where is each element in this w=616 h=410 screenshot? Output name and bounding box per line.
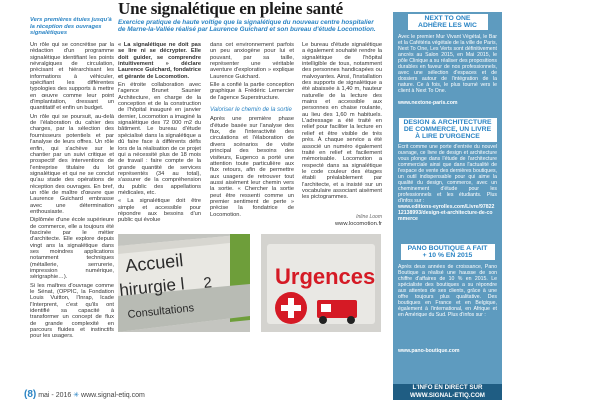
sidebar-block-2 <box>398 144 497 222</box>
paragraph: Un rôle qui se poursuit, au-delà de l'élaboration du cahier des charges, par la sélection des fournisseurs potentiels et par l'analyse de leurs offres. Un rôle enfin, qui s'achève sur le chantier par un suivi critique et prospectif des interventions de l'entreprise titulaire du lot signalétique et qui ne se conclut qu'au stade des opérations de réception des ouvrages. En bref, un rôle de maître d'œuvre que Laurence Guichard embrasse avec une détermination enthousiaste. <box>30 113 114 215</box>
sidebar-text: Après deux années de croissance, Pano Boutique a réalisé une hausse de son chiffre d'affaires de 10 % en 2015. Le spécialiste des boutiques a su répondre aux attentes de ses clients, grâce à une offre toujours plus qualitative. Des boutiques en France et en Belgique, également à l'international, en Afrique et en Amérique du Sud. Plus d'infos sur : <box>398 264 497 318</box>
sidebar-heading <box>399 118 497 142</box>
sidebar-heading <box>401 244 495 260</box>
paragraph: Diplômée d'une école supérieure de commerce, elle a toujours été fascinée par le métier d'architecte. Elle explore depuis vingt ans la signalétique dans ses moindres applications notamment techniques (métallerie, serrurerie, impression numérique, sérigraphie…). <box>30 217 114 281</box>
article-column-2 <box>118 42 201 226</box>
paragraph: Un rôle qui se concrétise par la rédaction d'un programme signalétique identifiant les points névralgiques de circulation, précisant et hiérarchisant les informations à véhiculer, spécifiant les différentes typologies des supports à mettre en œuvre comme leur point d'implantation, dressant un quantitatif et enfin un budget. <box>30 42 114 112</box>
article-title: Une signalétique en pleine santé <box>118 0 344 18</box>
sidebar-text: Avec le premier Mur Vivant Végétal, le Bar et la Cafétéria végétale de la ville de Paris, Next To One, Les Verts sont définitivement ancrés au Salon 2015, en Mai 2015, le pôle Clinique a su réaliser des propositions durables en faveur de nos professionnels, avec une sélection d'espaces et de dossiers autour de l'intégration de la nature. Ce à fois, le plus tourné vers le client à Next To One. <box>398 34 497 94</box>
banner-line: WWW.SIGNAL-ETIQ.COM <box>410 391 485 399</box>
svg-text:Urgences: Urgences <box>275 264 376 289</box>
sidebar-section-next-to-one <box>398 14 497 30</box>
footer-logo-icon: ✳ <box>73 392 82 399</box>
paragraph: dans cet environnement parfois un peu anxiogène pour lui et pouvant, par sa taille, représenter une véritable aventure d'exploration » explique Laurence Guichard. <box>210 42 294 80</box>
sidebar-block-1 <box>398 34 497 106</box>
section-subheading: Valoriser le chemin de la sortie <box>210 107 292 114</box>
sidebar-heading <box>408 14 488 30</box>
lead-quote: « La signalétique ne doit pas se lire ni se décrypter. Elle doit guider, se comprendre intuitivement » déclare Laurence Guichard, fondatrice et gérante de Locomotion. <box>118 42 201 80</box>
banner-line: L'INFO EN DIRECT SUR <box>412 384 483 391</box>
article-column-4 <box>302 42 382 203</box>
svg-text:2: 2 <box>202 274 213 292</box>
heading-line: DE COMMERCE, UN LIVRE <box>403 126 492 134</box>
sidebar-section-pano <box>398 244 497 260</box>
urgences-sign-photo <box>261 234 381 332</box>
article-kicker: Vers premières étuies jusqu'à la réception des ouvrages signalétiques <box>30 17 112 37</box>
paragraph: Le bureau d'étude signalétique a également souhaité rendre la signalétique de l'hôpital intelligible de tous, notamment des personnes handicapées ou malvoyantes. Ainsi, l'installation des supports de signalétique a été abaissée à 1,40 m, hauteur naturelle de la lecture des mains et accessible aux personnes en chaise roulante, au lieu des 1,60 m habituels. L'adressage a été traité en relief pour faciliter la lecture en relief et être visible de trés près. À chaque service a été associé un numéro également traité en relief et facilement mémorisable. Locomotion a respecté dans sa signalétique le code couleur des étages établi préalablement par l'architecte, et a insisté sur un vocabulaire associant aisément les pictogrammes. <box>302 42 382 201</box>
sidebar-footer-banner[interactable] <box>393 384 502 400</box>
sidebar-text: Écrit comme une porte d'entrée du nouvel ouvrage, ce livre de design et architecture vous plonge dans l'étude de l'architecture commerciale ainsi que dans l'actualité de l'espace de vente des dernières boutiques, un outil indispensable pour qui aime la qualité du design, commerce, avec un cheminement d'étude pour les professionnels et les étudiants. Plus d'infos sur : <box>398 144 497 204</box>
sidebar-section-design <box>398 118 497 142</box>
hospital-sign-photo <box>118 234 250 332</box>
page-footer <box>24 388 145 402</box>
svg-text:hirurgie l: hirurgie l <box>118 274 186 300</box>
sidebar-block-3 <box>398 264 497 354</box>
page-number: (8) <box>24 389 37 400</box>
heading-line: NEXT TO ONE <box>424 15 471 22</box>
heading-line: ADHÈRE LES WIC <box>418 22 477 30</box>
issue-date: mai - 2016 <box>38 392 72 399</box>
accueil-sign-illustration <box>118 234 250 332</box>
heading-line: PANO BOUTIQUE A FAIT <box>407 245 488 252</box>
paragraph: « La signalétique doit être simple et accessible pour répondre aux besoins d'un public qui évolue <box>118 198 201 224</box>
page-number-value: 8 <box>27 389 33 400</box>
news-sidebar <box>393 12 502 384</box>
article-subtitle: Exercice pratique de haute voltige que la signalétique du nouveau centre hospitalier de Marne-la-Vallée réalisé par Laurence Guichard et son bureau d'étude Locomotion. <box>118 19 376 34</box>
photo-credit: Inline Loom <box>356 214 382 220</box>
paragraph: En étroite collaboration avec l'agence Brunet Saunier Architecture, en charge de la conception et de la construction de l'hôpital inauguré en janvier dernier, Locomotion a imaginé la signalétique des 72 000 m2 du bâtiment. Le bureau d'étude spécialisé dans la signalétique a dû faire face à différents défis lors de la réalisation de ce projet qui a nécessité plus de 18 mois de travail : faire compte de la grande quantité de services représentés (34 au total), s'assurer de la compréhension du public des appellations médicales, etc. <box>118 82 201 196</box>
sidebar-link[interactable]: www.nextone-paris.com <box>398 100 458 106</box>
heading-line: + 10 % EN 2015 <box>422 252 473 260</box>
urgences-sign-illustration <box>261 234 381 332</box>
heading-line: À LIRE D'URGENCE <box>415 133 480 141</box>
svg-text:Accueil: Accueil <box>124 250 185 276</box>
article-link[interactable]: www.locomotion.fr <box>334 221 382 227</box>
sidebar-link[interactable]: www.pano-boutique.com <box>398 348 460 354</box>
sidebar-link[interactable]: www.editions-eyrolles.com/Livre/9782212138993/design-et-architecture-de-commerce <box>398 204 495 222</box>
paragraph: Après une première phase d'étude basée sur l'analyse des flux, de l'interactivité des circulations et l'élaboration de divers scénarios de visite principal des besoins des visiteurs, Eugenco a porté une attention toute particulière aux flux retours, afin de permettre aux usagers de retrouver tout aussi aisément leur chemin vers la sortie. « Chercher la sortie peut être ressenti comme un premier sentiment de perte » précise la fondatrice de Locomotion. <box>210 116 294 218</box>
heading-line: DESIGN & ARCHITECTURE <box>403 119 492 126</box>
footer-site[interactable]: www.signal-etiq.com <box>81 392 145 399</box>
paragraph: Elle a confié la partie conception graphique à Frédéric Lemercier de l'agence Superstructure. <box>210 82 294 101</box>
article-column-1 <box>30 42 114 342</box>
article-column-3 <box>210 42 294 220</box>
paragraph: Si les maîtres d'ouvrage comme le Sénat, (OPPIC, la Fondation Louis Vuitton, l'Inrap, Icade l'Interprent, c'est qu'ils ont identifié sa capacité à transformer un concept de flux de grande complexité en parcours fluides et instinctifs pour les usagers. <box>30 282 114 340</box>
svg-text:Consultations: Consultations <box>127 302 195 321</box>
